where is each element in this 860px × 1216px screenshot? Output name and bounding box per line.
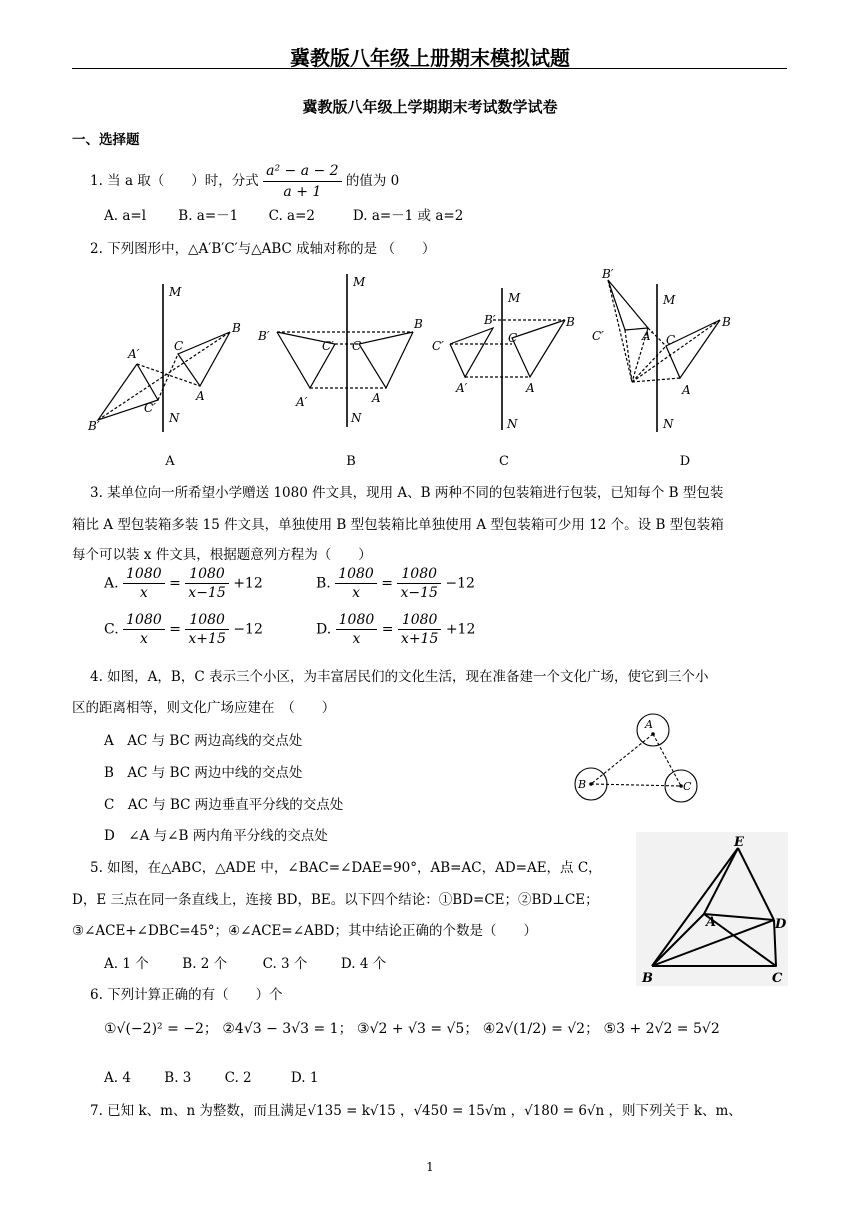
q3d-n2: 1080 <box>398 612 441 630</box>
q3d-frac1 <box>336 612 378 647</box>
page-header: 冀教版八年级上册期末模拟试题 <box>290 46 570 70</box>
q3a-n2: 1080 <box>185 566 228 584</box>
q1-fraction <box>263 162 341 201</box>
q5-option-c: C. 3 个 <box>262 956 308 972</box>
q6-option-c: C. 2 <box>224 1070 252 1086</box>
q5-line-1: 5. 如图，在△ABC，△ADE 中，∠BAC=∠DAE=90°，AB=AC，AD=AE，点 C， <box>90 860 602 876</box>
q2d-label-c1: C′ <box>592 329 604 343</box>
q4-label-b: B <box>578 778 587 791</box>
q3-line-1: 3. 某单位向一所希望小学赠送 1080 件文具，现用 A、B 两种不同的包装箱进行包装，已知每个 B 型包装 <box>90 485 724 501</box>
q5-label-d: D <box>775 917 787 932</box>
section-heading: 一、选择题 <box>72 132 140 148</box>
q4-option-a: A AC 与 BC 两边高线的交点处 <box>104 733 303 749</box>
q3a-d2: x−15 <box>188 585 226 601</box>
q3a-d1: x <box>139 585 148 601</box>
q3a-frac1 <box>123 566 165 601</box>
q2c-label-b1: B′ <box>484 313 496 327</box>
q2b-label-b: B <box>414 317 423 331</box>
q3b-d2: x−15 <box>400 585 438 601</box>
q2b-label-a: A <box>372 391 381 405</box>
q2c-label-b: B <box>566 315 575 329</box>
q5-label-a: A <box>706 915 717 930</box>
q3a-frac2 <box>185 566 228 601</box>
q4-option-c: C AC 与 BC 两边垂直平分线的交点处 <box>104 797 344 813</box>
q3c-frac2 <box>185 612 228 647</box>
q3-line-3: 每个可以装 x 件文具，根据题意列方程为（ ） <box>72 547 372 563</box>
q4-option-b: B AC 与 BC 两边中线的交点处 <box>104 765 303 781</box>
q6-item-4: ④2√(1/2) = √2； <box>482 1021 600 1037</box>
q3-option-b: B. $\frac{1080}{x}$ = $\frac{1080}{x-15}$ −12 <box>316 566 475 601</box>
q6-item-5: ⑤3 + 2√2 = 5√2 <box>603 1021 720 1037</box>
q3c-n1: 1080 <box>123 612 165 630</box>
q5-option-d: D. 4 个 <box>340 956 387 972</box>
q1-numerator: a² − a − 2 <box>263 162 341 182</box>
q2d-label-b: B <box>722 315 731 329</box>
q3d-frac2 <box>398 612 441 647</box>
q2c-label-a1: A′ <box>456 381 468 395</box>
q2d-label-b1: B′ <box>602 267 614 281</box>
q3-option-d: D. $\frac{1080}{x}$ = $\frac{1080}{x+15}$ +12 <box>316 612 476 647</box>
q3d-tail: +12 <box>445 621 476 638</box>
q2b-label-m: M <box>353 275 366 289</box>
page-number: 1 <box>426 1160 434 1174</box>
q2a-label-a1: A′ <box>128 347 140 361</box>
q3b-n1: 1080 <box>335 566 377 584</box>
q5-option-a: A. 1 个 <box>104 956 149 972</box>
q2-figure-a <box>98 284 230 432</box>
q5-line-3: ③∠ACE+∠DBC=45°；④∠ACE=∠ABD；其中结论正确的个数是（ ） <box>72 923 537 939</box>
q3b-frac2 <box>397 566 440 601</box>
q4-line-2: 区的距离相等，则文化广场应建在 （ ） <box>72 700 336 716</box>
q2-choice-a: A <box>165 454 175 469</box>
q2b-label-n: N <box>351 411 362 425</box>
q4-figure <box>565 710 715 810</box>
q3b-frac1 <box>335 566 377 601</box>
q2c-label-n: N <box>507 417 518 431</box>
q2c-label-c: C <box>508 331 518 345</box>
q6-option-b: B. 3 <box>164 1070 192 1086</box>
q2a-label-b1: B′ <box>88 419 100 433</box>
q3d-n1: 1080 <box>336 612 378 630</box>
q3b-d1: x <box>352 585 360 601</box>
q2a-label-c1: C′ <box>144 401 156 415</box>
q3c-n2: 1080 <box>185 612 228 630</box>
q2d-label-m: M <box>663 293 676 307</box>
q3-line-2: 箱比 A 型包装箱多装 15 件文具，单独使用 B 型包装箱比单独使用 A 型包装箱可少用 12 个。设 B 型包装箱 <box>72 517 724 533</box>
q6-option-a: A. 4 <box>104 1070 131 1086</box>
q2a-label-n: N <box>169 411 180 425</box>
q2-figure-c <box>450 288 565 430</box>
q3a-n1: 1080 <box>123 566 165 584</box>
q2d-label-n: N <box>663 417 674 431</box>
q2-choice-d: D <box>679 454 691 469</box>
q5-option-b: B. 2 个 <box>182 956 228 972</box>
q5-options <box>104 955 386 973</box>
q4-option-d: D ∠A 与∠B 两内角平分线的交点处 <box>104 828 328 844</box>
q3c-tail: −12 <box>233 621 263 638</box>
q3b-tail: −12 <box>445 575 475 592</box>
q2d-label-c: C <box>666 333 676 347</box>
q2a-label-m: M <box>169 285 182 299</box>
q2-figures <box>80 262 760 472</box>
q2c-label-m: M <box>508 291 521 305</box>
q4-label-a: A <box>645 718 653 731</box>
q5-label-c: C <box>772 971 783 986</box>
q6-item-2: ②4√3 − 3√3 = 1； <box>222 1021 353 1037</box>
q1-option-c: C. a=2 <box>268 208 315 224</box>
q1-option-a: A. a=l <box>104 208 147 224</box>
q2d-label-a: A <box>682 383 691 397</box>
q3d-label: D. <box>316 621 332 638</box>
q1-option-b: B. a=－1 <box>178 208 239 224</box>
q1-stem-a: 1. 当 a 取（ ）时，分式 <box>90 173 259 189</box>
q3c-d1: x <box>139 631 148 647</box>
q3-option-c: C. $\frac{1080}{x}$ = $\frac{1080}{x+15}$ −12 <box>104 612 263 647</box>
q2b-label-c1: C′ <box>322 339 334 353</box>
question-2: 2. 下列图形中，△A′B′C′与△ABC 成轴对称的是 （ ） <box>90 241 436 257</box>
q6-stem: 6. 下列计算正确的有（ ）个 <box>90 987 283 1003</box>
q2b-label-b1: B′ <box>258 329 270 343</box>
q1-option-d: D. a=－1 或 a=2 <box>352 208 464 224</box>
q6-option-d: D. 1 <box>290 1070 319 1086</box>
q2-choice-b: B <box>346 454 356 469</box>
header-rule <box>72 68 787 69</box>
q3a-tail: +12 <box>233 575 263 592</box>
question-1 <box>90 162 399 201</box>
q2d-label-a1: A′ <box>642 329 654 343</box>
q2a-label-b: B <box>232 321 241 335</box>
q1-stem-b: 的值为 0 <box>345 173 400 189</box>
q3d-d1: x <box>352 631 361 647</box>
q2c-label-a: A <box>526 381 535 395</box>
q2a-label-c: C <box>174 339 184 353</box>
q5-label-b: B <box>642 971 653 986</box>
q2c-label-c1: C′ <box>432 339 444 353</box>
q3a-label: A. <box>104 575 119 592</box>
q5-line-2: D，E 三点在同一条直线上，连接 BD，BE。以下四个结论：①BD=CE；②BD⊥CE； <box>72 892 599 908</box>
q3b-label: B. <box>316 575 331 592</box>
q2-choice-c: C <box>499 454 509 469</box>
q2b-label-a1: A′ <box>296 395 308 409</box>
q1-denominator: a + 1 <box>283 184 322 200</box>
q6-item-3: ③√2 + √3 = √5； <box>357 1021 479 1037</box>
q7-line: 7. 已知 k、m、n 为整数，而且满足√135 = k√15 ，√450 = 15√m ，√180 = 6√n ，则下列关于 k、m、 <box>90 1103 742 1119</box>
q3d-d2: x+15 <box>400 631 439 647</box>
q4-label-c: C <box>683 780 692 793</box>
q2a-label-a: A <box>196 389 205 403</box>
q3-option-a: A. $\frac{1080}{x}$ = $\frac{1080}{x-15}$ +12 <box>104 566 263 601</box>
q5-figure <box>636 832 788 986</box>
q6-options <box>104 1069 318 1087</box>
q2b-label-c: C <box>352 339 362 353</box>
q6-items <box>104 1018 720 1038</box>
q4-line-1: 4. 如图，A，B，C 表示三个小区，为丰富居民们的文化生活，现在准备建一个文化广场，使它到三个小 <box>90 669 709 685</box>
q3c-d2: x+15 <box>188 631 226 647</box>
q6-item-1: ①√(−2)² = −2； <box>104 1021 218 1037</box>
q1-options <box>104 207 463 225</box>
q3c-label: C. <box>104 621 119 638</box>
q3c-frac1 <box>123 612 165 647</box>
q3b-n2: 1080 <box>397 566 440 584</box>
paper-title: 冀教版八年级上学期期末考试数学试卷 <box>302 98 558 116</box>
q5-label-e: E <box>734 835 744 850</box>
